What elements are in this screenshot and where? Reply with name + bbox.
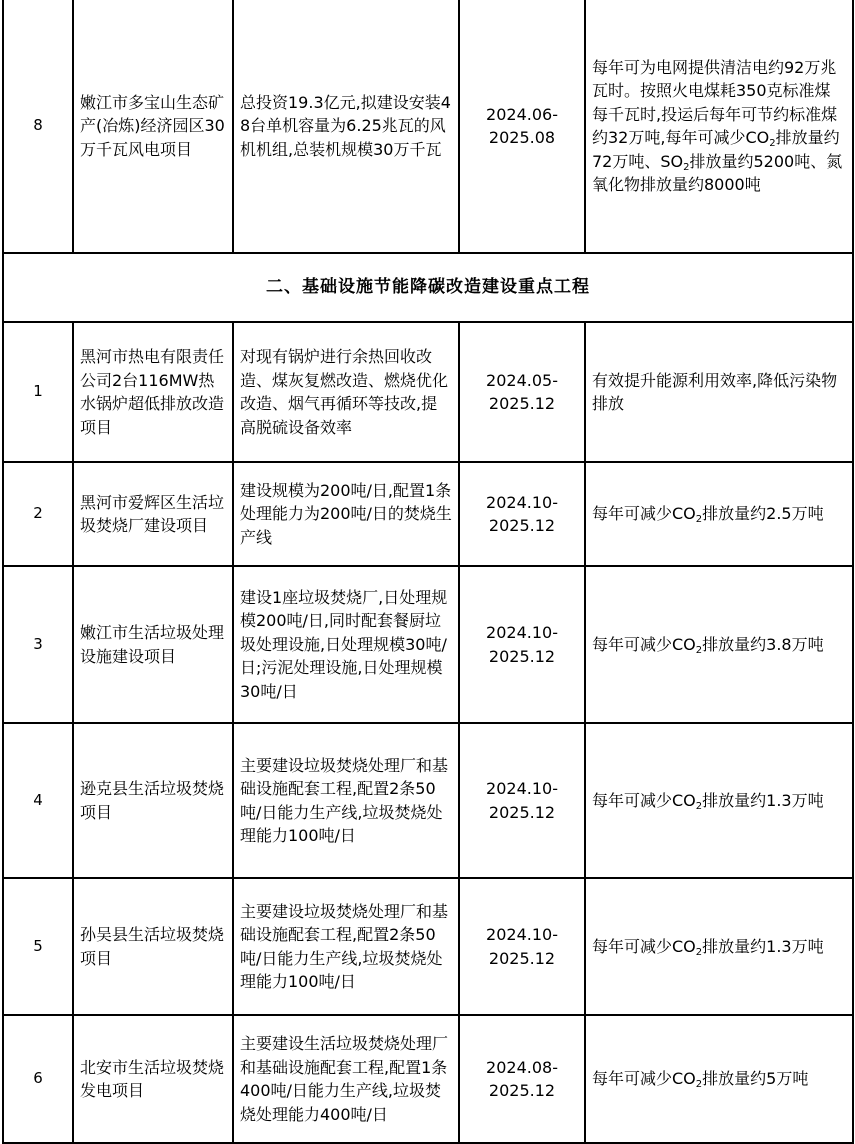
project-content: 建设规模为200吨/日,配置1条处理能力为200吨/日的焚烧生产线 [233,462,459,566]
effect-text: 每年可减少CO [592,634,696,654]
table-row [3,878,853,1015]
effect-text: 排放量约5万吨 [702,1069,809,1089]
effect-text: 排放量约5200吨、氮氧化物排放量约8000吨 [592,151,843,194]
project-period [459,462,585,566]
project-name: 黑河市热电有限责任公司2台116MW热水锅炉超低排放改造项目 [73,322,233,462]
row-number: 1 [3,322,73,462]
project-effect [585,1015,853,1143]
effect-text: 每年可减少CO [592,504,696,524]
effect-text: 每年可减少CO [592,936,696,956]
project-content: 总投资19.3亿元,拟建设安装48台单机容量为6.25兆瓦的风机机组,总装机规模30万千瓦 [233,0,459,253]
table-row [3,1015,853,1143]
period-start: 2024.10- [486,925,558,944]
project-name: 嫩江市多宝山生态矿产(冶炼)经济园区30万千瓦风电项目 [73,0,233,253]
effect-subscript: 2 [695,644,703,656]
project-period [459,0,585,253]
effect-text: 每年可减少CO [592,1069,696,1089]
project-name: 孙吴县生活垃圾焚烧项目 [73,878,233,1015]
effect-subscript: 2 [695,946,703,958]
row-number: 5 [3,878,73,1015]
project-effect: 有效提升能源利用效率,降低污染物排放 [585,322,853,462]
table-row [3,0,853,253]
project-name: 黑河市爱辉区生活垃圾焚烧厂建设项目 [73,462,233,566]
project-content: 主要建设垃圾焚烧处理厂和基础设施配套工程,配置2条50吨/日能力生产线,垃圾焚烧处理能力100吨/日 [233,723,459,878]
effect-text: 排放量约1.3万吨 [702,790,824,810]
effect-subscript: 2 [683,161,690,173]
effect-text: 每年可减少CO [592,790,696,810]
row-number: 8 [3,0,73,253]
period-start: 2024.05- [486,370,558,390]
period-end: 2025.12 [488,646,556,666]
effect-text: 排放量约1.3万吨 [702,936,824,956]
project-content: 建设1座垃圾焚烧厂,日处理规模200吨/日,同时配套餐厨垃圾处理设施,日处理规模30吨/日;污泥处理设施,日处理规模30吨/日 [233,566,459,723]
project-content: 主要建设生活垃圾焚烧处理厂和基础设施配套工程,配置1条400吨/日能力生产线,垃圾焚烧处理能力400吨/日 [233,1015,459,1143]
effect-subscript: 2 [769,138,776,149]
project-effect [585,566,853,723]
effect-text: 排放量约72万吨、SO [592,128,840,171]
period-end: 2025.12 [488,516,556,535]
project-content: 主要建设垃圾焚烧处理厂和基础设施配套工程,配置2条50吨/日能力生产线,垃圾焚烧处理能力100吨/日 [233,878,459,1015]
period-start: 2024.10- [486,492,558,512]
period-start: 2024.08- [486,1057,558,1077]
project-table [2,0,854,1144]
effect-text: 排放量约3.8万吨 [702,634,824,654]
project-name: 逊克县生活垃圾焚烧项目 [73,723,233,878]
period-end: 2025.12 [488,394,556,413]
project-period [459,566,585,723]
period-start: 2024.06- [486,104,558,124]
project-content: 对现有锅炉进行余热回收改造、煤灰复燃改造、燃烧优化改造、烟气再循环等技改,提高脱硫设备效率 [233,322,459,462]
row-number: 3 [3,566,73,723]
project-period [459,1015,585,1143]
project-name: 嫩江市生活垃圾处理设施建设项目 [73,566,233,723]
effect-subscript: 2 [695,514,703,526]
project-effect [585,462,853,566]
section-title: 二、基础设施节能降碳改造建设重点工程 [3,253,853,322]
row-number: 2 [3,462,73,566]
period-start: 2024.10- [486,623,558,642]
effect-text: 排放量约2.5万吨 [702,504,824,524]
period-end: 2025.12 [488,948,556,968]
project-period [459,723,585,878]
section-header-row [3,253,853,322]
table-row [3,462,853,566]
project-period [459,322,585,462]
project-name: 北安市生活垃圾焚烧发电项目 [73,1015,233,1143]
period-end: 2025.12 [488,802,556,822]
project-effect [585,0,853,253]
table-row [3,723,853,878]
effect-subscript: 2 [695,1079,703,1091]
project-effect [585,878,853,1015]
project-period [459,878,585,1015]
period-start: 2024.10- [486,779,558,798]
period-end: 2025.12 [488,1081,556,1100]
table-row [3,322,853,462]
row-number: 4 [3,723,73,878]
effect-subscript: 2 [695,800,703,812]
project-effect [585,723,853,878]
row-number: 6 [3,1015,73,1143]
effect-text: 每年可为电网提供清洁电约92万兆瓦时。按照火电煤耗350克标准煤每千瓦时,投运后每年可节约标准煤约32万吨,每年可减少CO [592,57,838,147]
table-row [3,566,853,723]
period-end: 2025.08 [488,128,556,147]
